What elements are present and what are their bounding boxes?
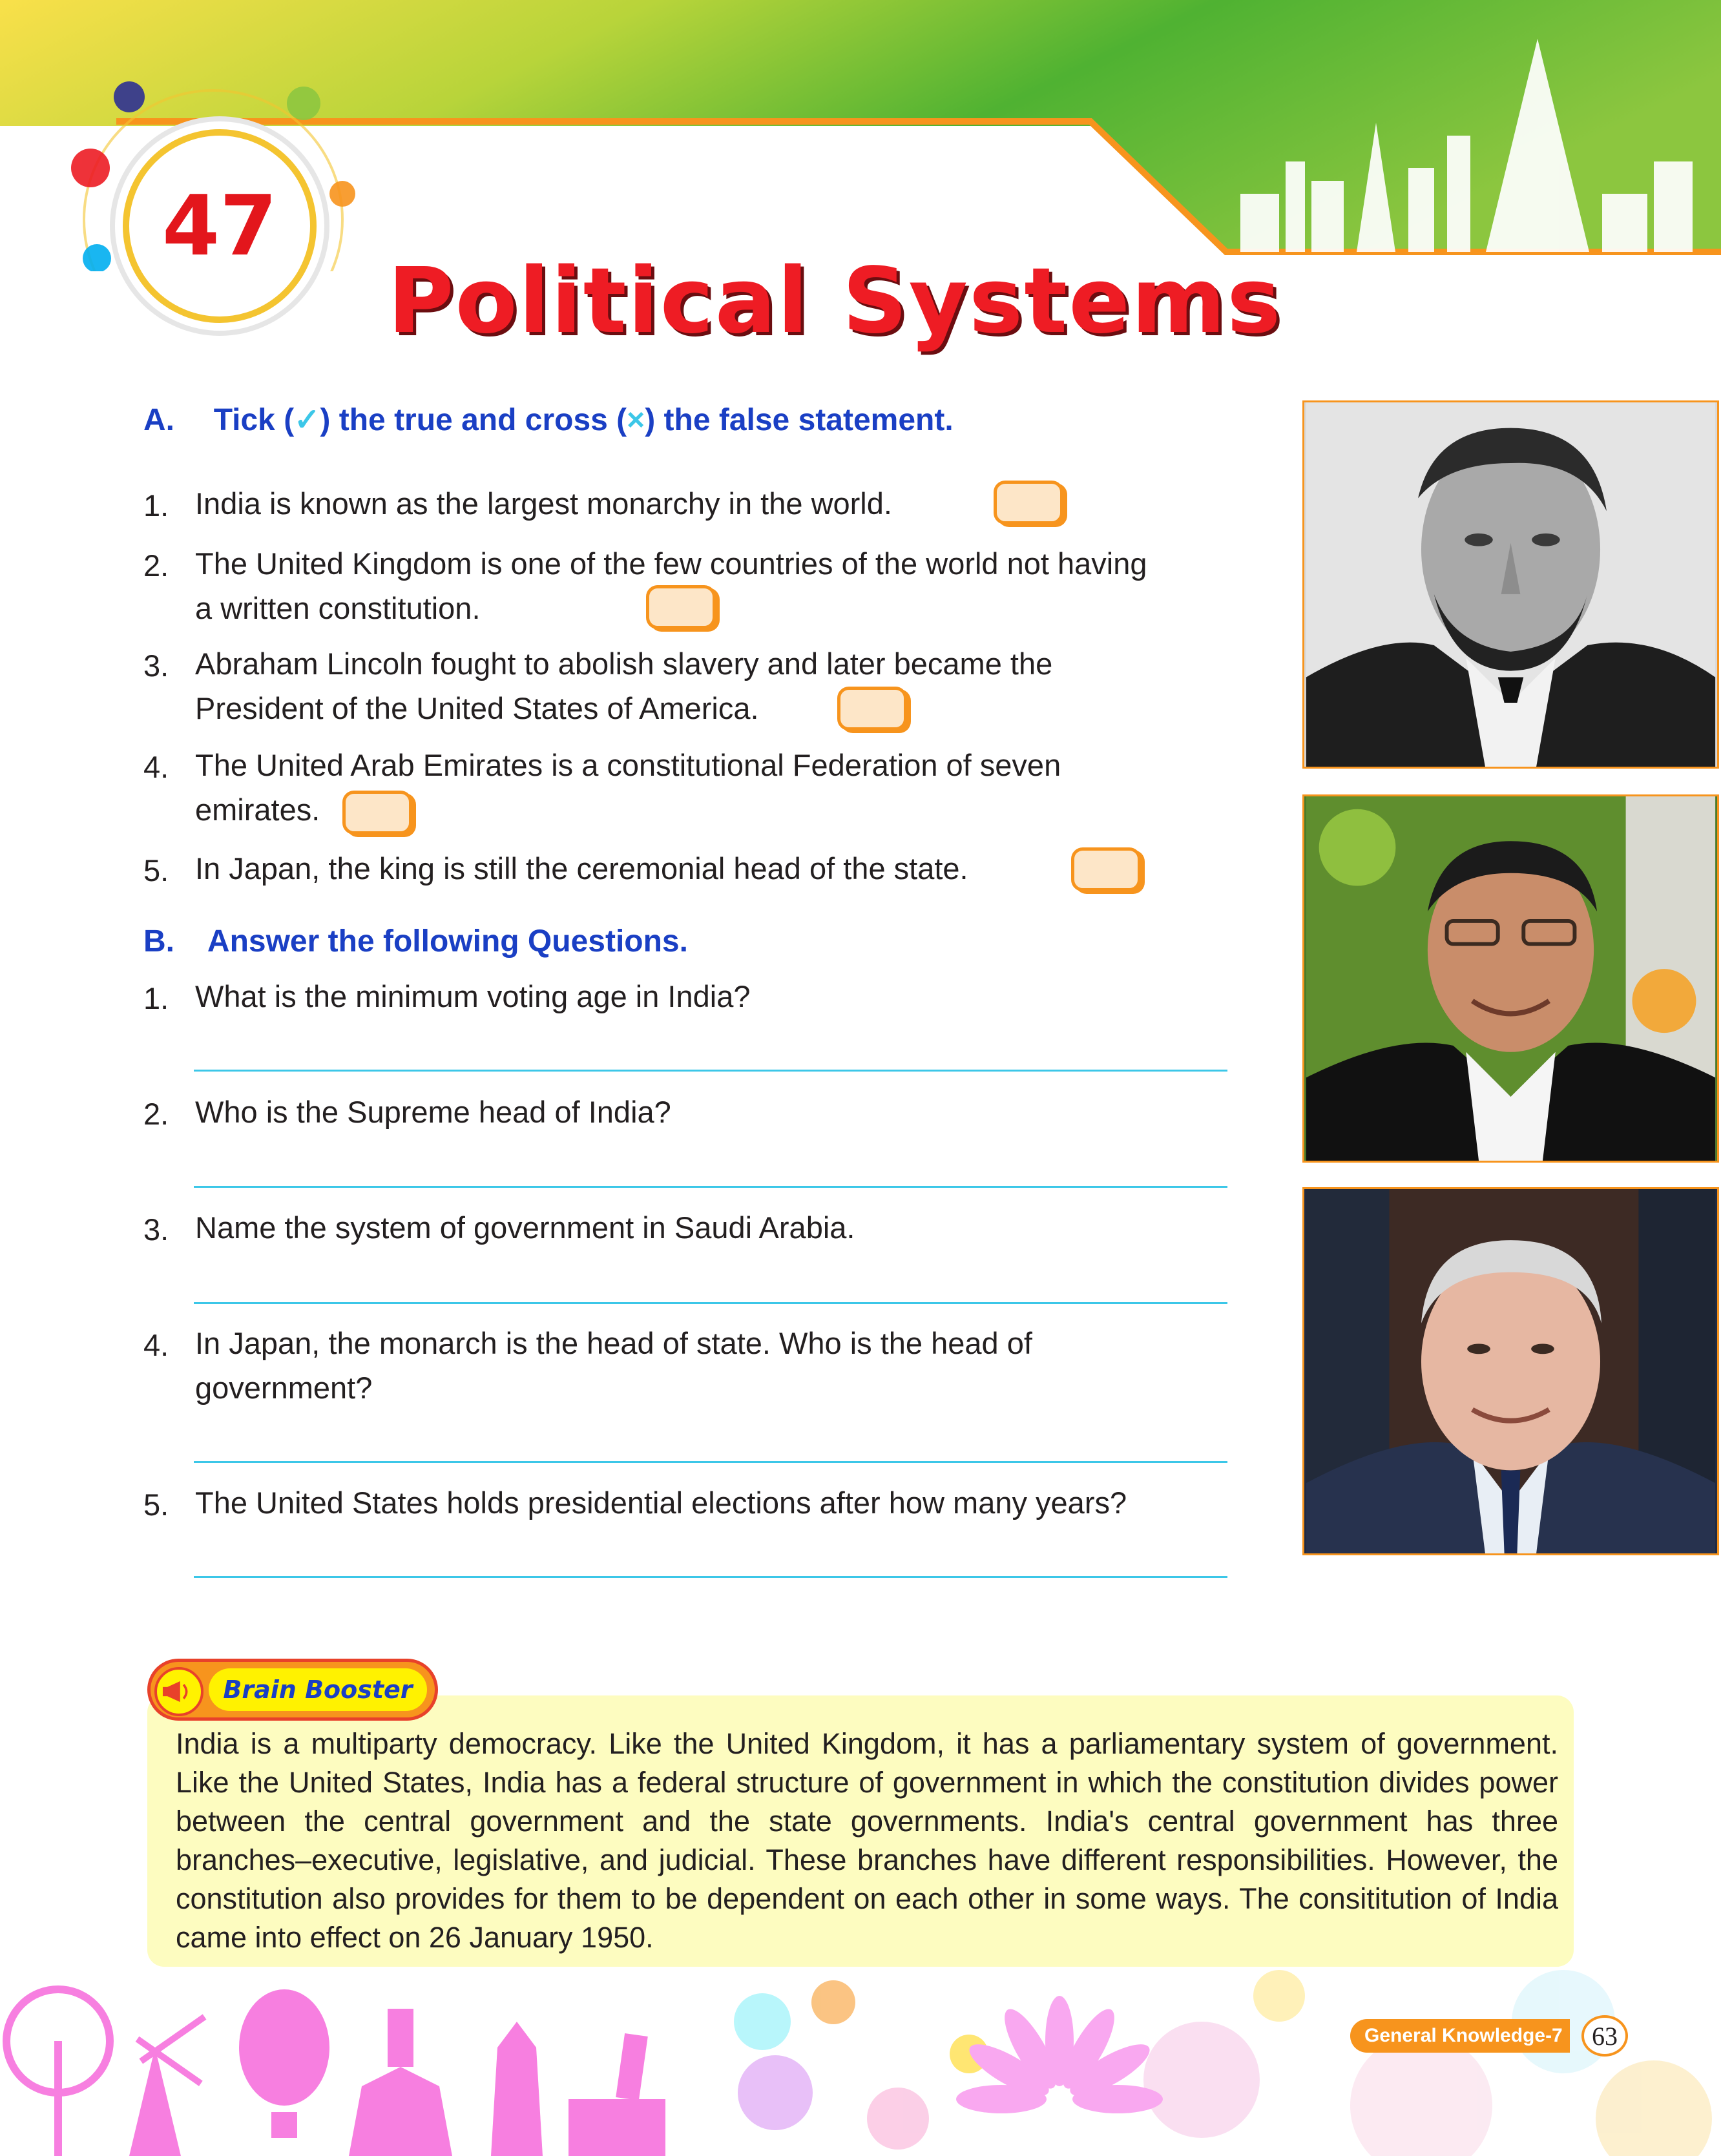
page-title: Political Systems bbox=[388, 249, 1282, 354]
page-number: 63 bbox=[1581, 2015, 1628, 2057]
statement-5-tick-box[interactable] bbox=[1071, 847, 1141, 891]
statement-3-number: 3. bbox=[143, 648, 169, 683]
statement-4-tick-box[interactable] bbox=[342, 791, 412, 834]
question-5-number: 5. bbox=[143, 1487, 169, 1522]
section-b-heading bbox=[143, 924, 688, 959]
section-b-letter: B. bbox=[143, 924, 174, 959]
statement-2-number: 2. bbox=[143, 548, 169, 583]
statement-4-number: 4. bbox=[143, 750, 169, 784]
question-5-text: The United States holds presidential elections after how many years? bbox=[195, 1486, 1127, 1520]
statement-3-tick-box[interactable] bbox=[837, 687, 907, 731]
footer-book-title: General Knowledge-7 bbox=[1350, 2019, 1570, 2053]
question-4-text: In Japan, the monarch is the head of state. Who is the head of government? bbox=[195, 1326, 1032, 1405]
chief-justice-photo bbox=[1302, 794, 1719, 1163]
chief-justice-illustration bbox=[1304, 796, 1717, 1161]
statement-3-text: Abraham Lincoln fought to abolish slavery and later became the President of the United States of America. bbox=[195, 647, 1053, 725]
question-2-text: Who is the Supreme head of India? bbox=[195, 1095, 671, 1129]
section-b-heading-text: Answer the following Questions. bbox=[207, 924, 688, 959]
statement-2-tick-box[interactable] bbox=[646, 585, 716, 629]
chapter-number: 47 bbox=[162, 178, 278, 275]
statement-1-text: India is known as the largest monarchy in the world. bbox=[195, 486, 892, 521]
brain-booster-text: India is a multiparty democracy. Like the United Kingdom, it has a parliamentary system of government. Like the United States, India has a federal structure of government in which the constitution divides power between the central government and the state governments. India's central government has three branches–executive, legislative, and judicial. These branches have different responsibilities. However, the constitution also provides for them to be dependent on each other in some ways. The consititution of India came into effect on 26 January 1950. bbox=[176, 1727, 1558, 1954]
question-4-number: 4. bbox=[143, 1328, 169, 1362]
statement-2-text: The United Kingdom is one of the few countries of the world not having a written constitution. bbox=[195, 546, 1147, 625]
chapter-badge bbox=[123, 129, 317, 323]
cross-symbol: × bbox=[627, 403, 645, 437]
statement-4-text: The United Arab Emirates is a constitutional Federation of seven emirates. bbox=[195, 748, 1061, 827]
megaphone-icon bbox=[154, 1667, 203, 1716]
statement-5-number: 5. bbox=[143, 853, 169, 887]
question-1-answer-line[interactable] bbox=[194, 1070, 1227, 1072]
footer-decoration bbox=[0, 1951, 1721, 2156]
statement-1-number: 1. bbox=[143, 488, 169, 523]
section-a-heading-pre: Tick ( bbox=[213, 403, 295, 437]
question-1-number: 1. bbox=[143, 981, 169, 1015]
question-2-number: 2. bbox=[143, 1097, 169, 1131]
question-3-answer-line[interactable] bbox=[194, 1302, 1227, 1304]
section-a-heading-post: ) the false statement. bbox=[645, 403, 954, 437]
japanese-emperor-illustration bbox=[1304, 1189, 1717, 1553]
section-a-heading-mid: ) the true and cross ( bbox=[320, 403, 627, 437]
section-a-heading bbox=[143, 402, 954, 438]
brain-booster-tag bbox=[147, 1659, 438, 1721]
question-3-text: Name the system of government in Saudi Arabia. bbox=[195, 1210, 855, 1245]
question-1-text: What is the minimum voting age in India? bbox=[195, 979, 751, 1013]
japanese-emperor-photo bbox=[1302, 1187, 1719, 1555]
question-3-number: 3. bbox=[143, 1212, 169, 1247]
lincoln-portrait-photo bbox=[1302, 400, 1719, 769]
statement-1-tick-box[interactable] bbox=[994, 481, 1063, 524]
section-a-letter: A. bbox=[143, 403, 174, 437]
tick-symbol: ✓ bbox=[294, 403, 320, 437]
question-2-answer-line[interactable] bbox=[194, 1186, 1227, 1188]
statement-5-text: In Japan, the king is still the ceremonial head of the state. bbox=[195, 851, 968, 886]
lincoln-portrait-illustration bbox=[1304, 402, 1717, 767]
question-4-answer-line[interactable] bbox=[194, 1461, 1227, 1463]
brain-booster-label: Brain Booster bbox=[223, 1675, 413, 1704]
question-5-answer-line[interactable] bbox=[194, 1576, 1227, 1578]
